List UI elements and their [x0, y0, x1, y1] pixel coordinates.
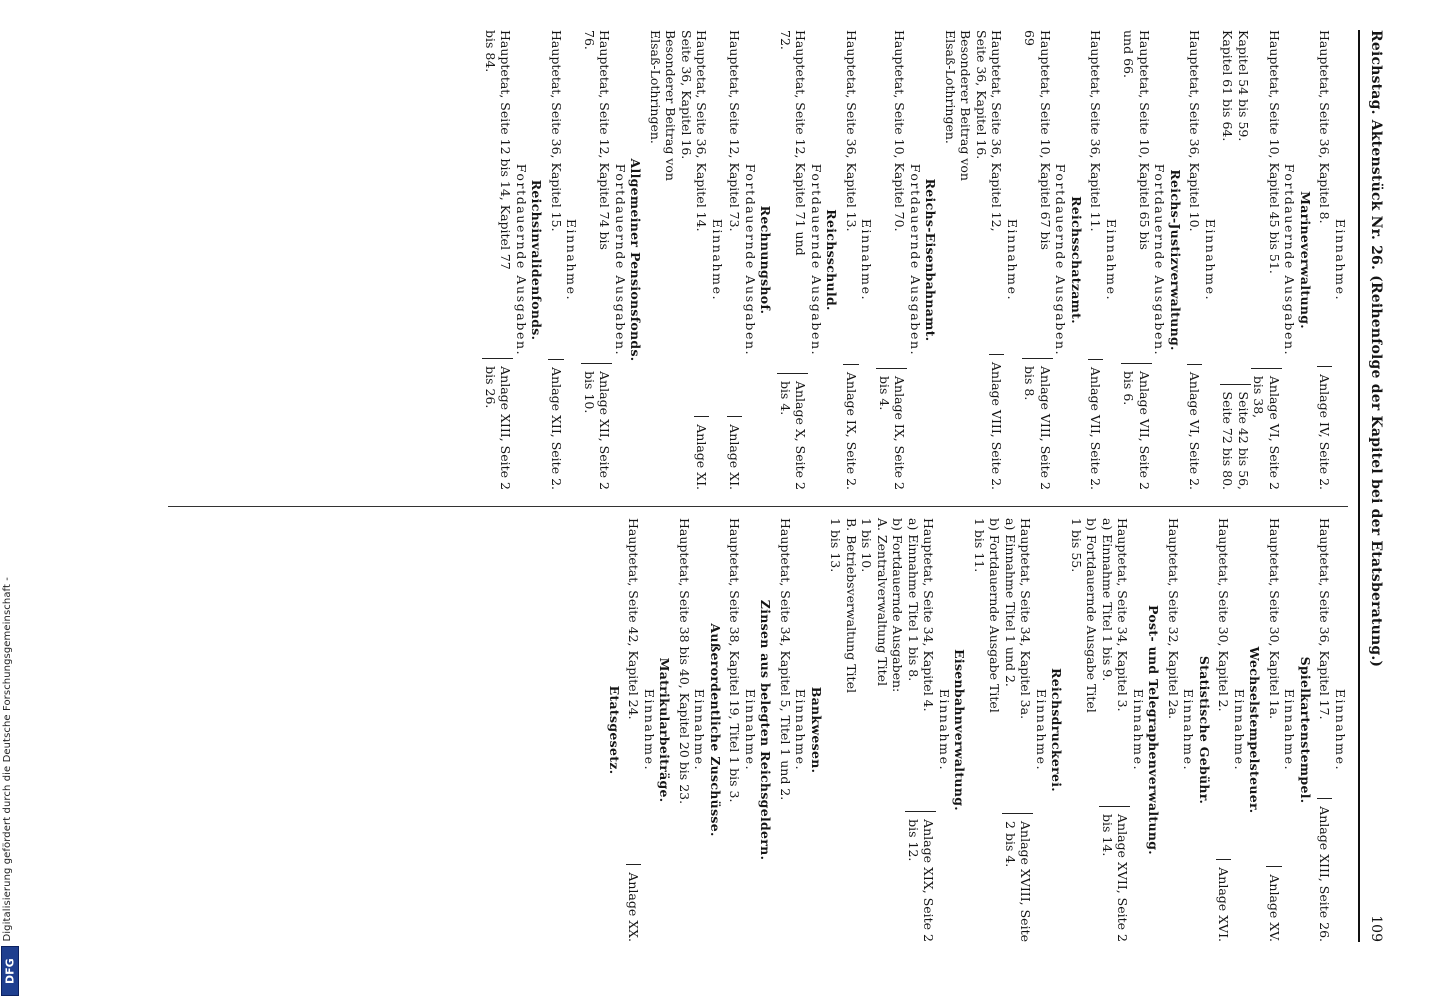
budget-section: [607, 518, 623, 942]
budget-entry: [727, 518, 743, 942]
entry-annex: Anlage XIII, Seite 26.: [1317, 798, 1333, 942]
section-heading: Allgemeiner Pensionsfonds.: [628, 158, 644, 362]
entry-reference: Hauptetat, Seite 12, Kapitel 71 und 72.: [778, 30, 809, 256]
budget-section: [972, 518, 1065, 942]
section-heading: Matrikularbeiträge.: [657, 657, 673, 803]
entry-reference: Hauptetat, Seite 30, Kapitel 1a.: [1267, 518, 1282, 720]
section-subheading: Fortdauernde Ausgaben.: [1053, 163, 1069, 357]
budget-entry: [483, 30, 514, 490]
budget-section: [549, 30, 580, 490]
section-subheading: Fortdauernde Ausgaben.: [613, 163, 628, 357]
entry-reference: Hauptetat, Seite 10, Kapitel 70.: [892, 30, 908, 232]
section-heading: Bankwesen.: [809, 686, 824, 774]
entry-annex: Anlage X, Seite 2 bis 4.: [778, 373, 809, 490]
entry-reference: Hauptetat, Seite 32, Kapitel 2a.: [1166, 518, 1181, 720]
page-number: 109: [1368, 915, 1384, 942]
budget-section: [1220, 30, 1313, 490]
budget-entry: [582, 30, 613, 490]
section-heading: Rechnungshof.: [758, 205, 774, 315]
budget-section: [1022, 30, 1084, 490]
entry-annex: Anlage XII, Seite 2 bis 10.: [582, 363, 613, 490]
entry-reference: Hauptetat, Seite 10, Kapitel 45 bis 51.: [1267, 30, 1282, 274]
budget-section: [778, 30, 840, 490]
entry-reference: Hauptetat, Seite 36, Kapitel 10.: [1187, 30, 1203, 232]
entry-reference: Hauptetat, Seite 38 bis 40, Kapitel 20 bis 23.: [677, 518, 692, 805]
budget-section: [626, 518, 673, 942]
budget-entry: [1187, 30, 1203, 490]
budget-entry: [828, 518, 937, 942]
entry-reference: Hauptetat, Seite 12 bis 14, Kapitel 77 bis 84.: [483, 30, 514, 270]
section-subheading: Einnahme.: [859, 218, 875, 302]
section-subheading: Einnahme.: [1333, 688, 1348, 772]
budget-entry: [549, 30, 565, 490]
entry-annex: Anlage XI.: [694, 416, 710, 490]
section-heading: Statistische Gebühr.: [1197, 655, 1212, 805]
entry-reference: Hauptetat, Seite 38, Kapitel 19, Titel 1 bis 3.: [727, 518, 743, 803]
budget-section: [1121, 30, 1183, 490]
entry-annex: Anlage VIII, Seite 2.: [989, 354, 1005, 490]
section-subheading: Fortdauernde Ausgaben.: [514, 163, 529, 357]
budget-section: [727, 30, 774, 490]
entry-reference: Hauptetat, Seite 36, Kapitel 15.: [549, 30, 564, 232]
section-subheading: Fortdauernde Ausgaben.: [1152, 163, 1168, 357]
section-heading: Etatsgesetz.: [607, 685, 622, 775]
section-heading: Reichsschuld.: [824, 209, 840, 311]
budget-section: [1069, 518, 1162, 942]
section-heading: Außerordentliche Zuschüsse.: [708, 623, 723, 837]
header-title: Reichstag. Aktenstück Nr. 26. (Reihenfolge der Kapitel bei der Etatsberatung.): [1368, 30, 1384, 668]
section-subheading: Einnahme.: [692, 688, 708, 772]
entry-reference: Hauptetat, Seite 36, Kapitel 11.: [1088, 30, 1104, 232]
budget-section: [1267, 518, 1314, 942]
section-heading: Marineverwaltung.: [1298, 191, 1313, 329]
section-subheading: Einnahme.: [1005, 218, 1020, 302]
budget-entry: [1166, 518, 1182, 942]
header-rule: [1358, 30, 1360, 942]
budget-entry: [778, 30, 809, 490]
entry-annex: Anlage VIII, Seite 2 bis 8.: [1022, 358, 1053, 490]
entry-annex: Anlage VI, Seite 2.: [1187, 364, 1203, 490]
entry-annex: Seite 42 bis 56, Seite 72 bis 80.: [1220, 384, 1251, 491]
entry-reference: Hauptetat, Seite 10, Kapitel 67 bis 69: [1022, 30, 1053, 250]
section-heading: Reichsschatzamt.: [1069, 196, 1084, 324]
section-subheading: Einnahme.: [1181, 688, 1197, 772]
entry-annex: Anlage XII, Seite 2.: [549, 359, 565, 490]
entry-reference: Hauptetat, Seite 36, Kapitel 13.: [844, 30, 859, 232]
entry-reference: Hauptetat, Seite 36, Kapitel 17.: [1317, 518, 1333, 720]
budget-entry: [677, 518, 693, 942]
budget-section: [648, 30, 726, 490]
budget-entry: [778, 518, 794, 942]
budget-section: [582, 30, 644, 490]
section-heading: Wechselstempelsteuer.: [1247, 646, 1263, 814]
section-heading: Zinsen aus belegten Reichsgeldern.: [758, 599, 774, 861]
budget-section: [1216, 518, 1263, 942]
budget-section: [1166, 518, 1213, 942]
entry-annex: Anlage VI, Seite 2 bis 38,: [1251, 368, 1282, 490]
digitization-strip: [0, 0, 20, 1000]
budget-entry: [1267, 518, 1283, 942]
entry-annex: Anlage XIII, Seite 2 bis 26.: [483, 358, 514, 490]
entry-annex: Anlage IV, Seite 2.: [1317, 366, 1333, 490]
entry-reference: Hauptetat, Seite 12, Kapitel 74 bis 76.: [582, 30, 613, 250]
entry-annex: Anlage XIX, Seite 2 bis 12.: [906, 811, 937, 942]
section-heading: Eisenbahnverwaltung.: [952, 649, 968, 811]
dfg-logo: DFG: [1, 946, 19, 996]
budget-entry: [648, 30, 710, 490]
budget-entry: [1088, 30, 1104, 490]
section-subheading: Einnahme.: [1282, 688, 1298, 772]
section-subheading: Einnahme.: [564, 218, 580, 302]
budget-entry: [1121, 30, 1152, 490]
entry-annex: Anlage XVII, Seite 2 bis 14.: [1100, 806, 1131, 942]
budget-section: [844, 30, 875, 490]
entry-reference: Hauptetat, Seite 42, Kapitel 24.: [626, 518, 642, 720]
budget-entry: [1317, 518, 1333, 942]
entry-annex: Anlage IX, Seite 2.: [844, 364, 860, 490]
budget-section: [677, 518, 724, 942]
budget-section: [483, 30, 545, 490]
budget-entry: [877, 30, 908, 490]
section-heading: Reichs-Eisenbahnamt.: [923, 178, 939, 342]
entry-reference: Kapitel 54 bis 59. Kapitel 61 bis 64.: [1220, 30, 1251, 142]
entry-reference: Hauptetat, Seite 34, Kapitel 4. a) Einnahme Titel 1 bis 8. b) Fortdauernde Ausgaben: A. Zentralverwaltung Titel 1 bis 10. B. Betriebsverwaltung Titel 1 bis 13.: [828, 518, 937, 712]
section-subheading: Einnahme.: [642, 688, 657, 772]
section-subheading: Fortdauernde Ausgaben.: [1282, 163, 1298, 357]
entry-annex: Anlage XV.: [1267, 866, 1283, 942]
budget-section: [877, 30, 939, 490]
entry-reference: Hauptetat, Seite 34, Kapitel 3a. a) Einnahme Titel 1 und 2. b) Fortdauernde Ausgabe Titel 1 bis 11.: [972, 518, 1034, 720]
entry-annex: Anlage XVIII, Seite 2 bis 4.: [1003, 813, 1034, 942]
entry-annex: Anlage VII, Seite 2.: [1088, 359, 1104, 490]
entry-reference: Hauptetat, Seite 30, Kapitel 2.: [1216, 518, 1232, 712]
entry-reference: Hauptetat, Seite 36, Kapitel 8.: [1317, 30, 1333, 224]
section-subheading: Einnahme.: [1232, 688, 1247, 772]
budget-entry: [1022, 30, 1053, 490]
entry-reference: Hauptetat, Seite 34, Kapitel 5, Titel 1 und 2.: [778, 518, 793, 801]
budget-entry: [972, 518, 1034, 942]
section-subheading: Einnahme.: [1203, 218, 1218, 302]
entry-annex: Anlage XVI.: [1216, 859, 1232, 942]
section-subheading: Fortdauernde Ausgaben.: [743, 163, 758, 357]
page-header: [1364, 30, 1384, 942]
section-subheading: Einnahme.: [1104, 218, 1119, 302]
section-heading: Spielkartenstempel.: [1298, 656, 1313, 804]
budget-entry: [1251, 30, 1282, 490]
budget-section: [828, 518, 968, 942]
budget-entry: [1220, 30, 1251, 490]
section-subheading: Fortdauernde Ausgaben.: [908, 163, 923, 357]
entry-reference: Hauptetat, Seite 10, Kapitel 65 bis und 66.: [1121, 30, 1152, 250]
budget-entry: [626, 518, 642, 942]
entry-reference: Hauptetat, Seite 34, Kapitel 3. a) Einnahme Titel 1 bis 9. b) Fortdauernde Ausgabe Titel 1 bis 55.: [1069, 518, 1131, 713]
section-subheading: Einnahme.: [937, 688, 952, 772]
budget-entry: [943, 30, 1005, 490]
section-subheading: Einnahme.: [1034, 688, 1049, 772]
column-divider: [168, 506, 1348, 507]
digitization-note: Digitalisierung gefördert durch die Deutsche Forschungsgemeinschaft -: [2, 577, 13, 942]
entry-annex: Anlage VII, Seite 2 bis 6.: [1121, 363, 1152, 490]
budget-section: [943, 30, 1021, 490]
budget-section: [778, 518, 825, 942]
entry-reference: Hauptetat, Seite 36, Kapitel 12, Seite 36, Kapitel 16. Besonderer Beitrag von Elsaß-Lothringen.: [943, 30, 1005, 232]
entry-reference: Hauptetat, Seite 12, Kapitel 73.: [727, 30, 743, 232]
entry-annex: Anlage XI.: [727, 416, 743, 490]
budget-section: [727, 518, 774, 942]
budget-section: [1317, 30, 1348, 490]
budget-entry: [1317, 30, 1333, 490]
section-subheading: Einnahme.: [1333, 218, 1348, 302]
left-column: [481, 30, 1349, 490]
section-heading: Reichs-Justizverwaltung.: [1168, 169, 1183, 351]
budget-entry: [1069, 518, 1131, 942]
section-subheading: Einnahme.: [793, 688, 809, 772]
budget-section: [1187, 30, 1218, 490]
budget-entry: [1216, 518, 1232, 942]
right-column: [605, 518, 1349, 942]
budget-entry: [844, 30, 860, 490]
entry-annex: Anlage XX.: [626, 864, 642, 942]
budget-section: [1317, 518, 1348, 942]
section-heading: Post- und Telegraphenverwaltung.: [1146, 605, 1162, 855]
section-subheading: Einnahme.: [743, 688, 758, 772]
entry-annex: Anlage IX, Seite 2 bis 4.: [877, 368, 908, 490]
section-heading: Reichsinvalidenfonds.: [529, 179, 545, 341]
section-subheading: Einnahme.: [1131, 688, 1146, 772]
section-heading: Reichsdruckerei.: [1049, 668, 1065, 792]
section-subheading: Einnahme.: [710, 218, 725, 302]
budget-section: [1088, 30, 1119, 490]
budget-entry: [727, 30, 743, 490]
section-subheading: Fortdauernde Ausgaben.: [809, 163, 824, 357]
entry-reference: Hauptetat, Seite 36, Kapitel 14. Seite 36, Kapitel 16. Besonderer Beitrag von Elsaß-Lothringen.: [648, 30, 710, 232]
